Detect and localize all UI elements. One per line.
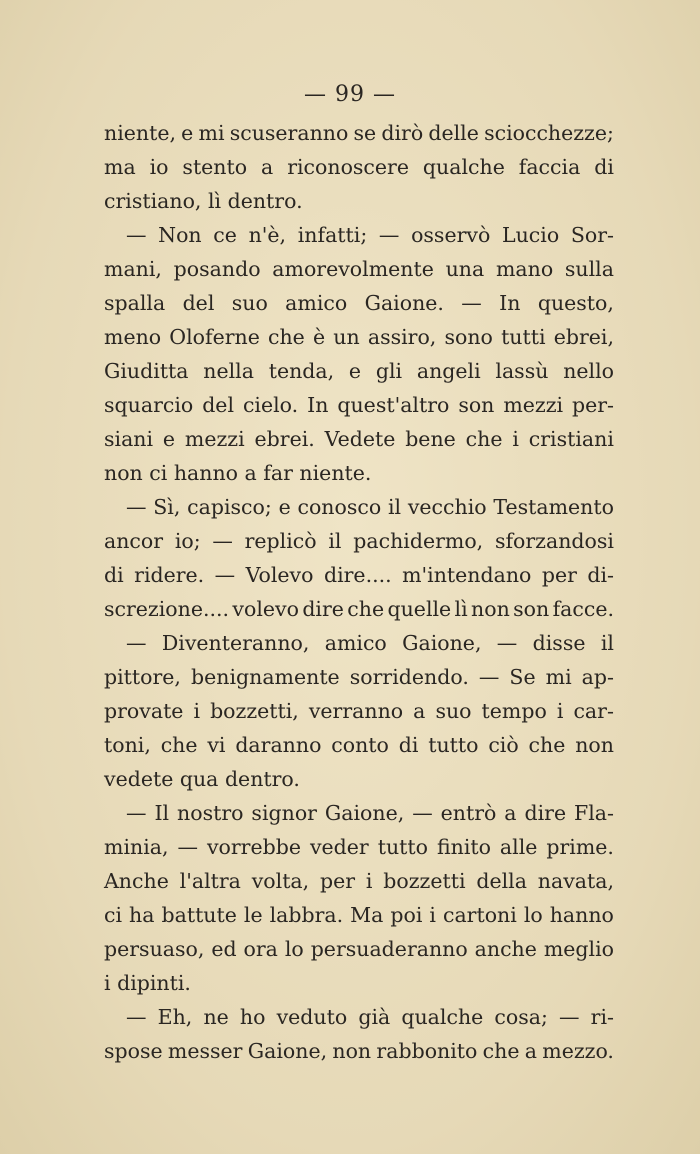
text-line: toni, che vi daranno conto di tutto ciò che non xyxy=(104,733,614,757)
text-line: provate i bozzetti, verranno a suo tempo i car- xyxy=(104,699,614,723)
text-line: — Diventeranno, amico Gaione, — disse il xyxy=(126,631,614,655)
text-line: pittore, benignamente sorridendo. — Se mi ap- xyxy=(104,665,614,689)
text-line: screzione.... volevo dire che quelle lì non son facce. xyxy=(104,597,614,621)
text-line: vedete qua dentro. xyxy=(104,767,300,791)
text-line: ma io stento a riconoscere qualche faccia di xyxy=(104,155,614,179)
text-line: spose messer Gaione, non rabbonito che a mezzo. xyxy=(104,1039,614,1063)
text-line: persuaso, ed ora lo persuaderanno anche meglio xyxy=(104,937,614,961)
text-line: non ci hanno a far niente. xyxy=(104,461,372,485)
text-line: — Il nostro signor Gaione, — entrò a dire Fla- xyxy=(126,801,614,825)
text-line: ancor io; — replicò il pachidermo, sforzandosi xyxy=(104,529,614,553)
text-line: niente, e mi scuseranno se dirò delle sciocchezze; xyxy=(104,121,614,145)
text-line: meno Oloferne che è un assiro, sono tutti ebrei, xyxy=(104,325,614,349)
text-line: Anche l'altra volta, per i bozzetti della navata, xyxy=(104,869,614,893)
text-line: — Sì, capisco; e conosco il vecchio Testamento xyxy=(126,495,614,519)
text-line: di ridere. — Volevo dire.... m'intendano per di- xyxy=(104,563,614,587)
body-text xyxy=(104,116,614,1068)
text-line: minia, — vorrebbe veder tutto finito alle prime. xyxy=(104,835,614,859)
text-line: Giuditta nella tenda, e gli angeli lassù nello xyxy=(104,359,614,383)
text-line: spalla del suo amico Gaione. — In questo, xyxy=(104,291,614,315)
text-line: cristiano, lì dentro. xyxy=(104,189,303,213)
text-line: — Eh, ne ho veduto già qualche cosa; — ri- xyxy=(126,1005,614,1029)
text-line: mani, posando amorevolmente una mano sulla xyxy=(104,257,614,281)
page-number: — 99 — xyxy=(304,82,396,107)
text-line: squarcio del cielo. In quest'altro son mezzi per- xyxy=(104,393,614,417)
text-line: ci ha battute le labbra. Ma poi i cartoni lo hanno xyxy=(104,903,614,927)
text-line: i dipinti. xyxy=(104,971,191,995)
text-line: siani e mezzi ebrei. Vedete bene che i cristiani xyxy=(104,427,614,451)
text-line: — Non ce n'è, infatti; — osservò Lucio Sor- xyxy=(126,223,614,247)
